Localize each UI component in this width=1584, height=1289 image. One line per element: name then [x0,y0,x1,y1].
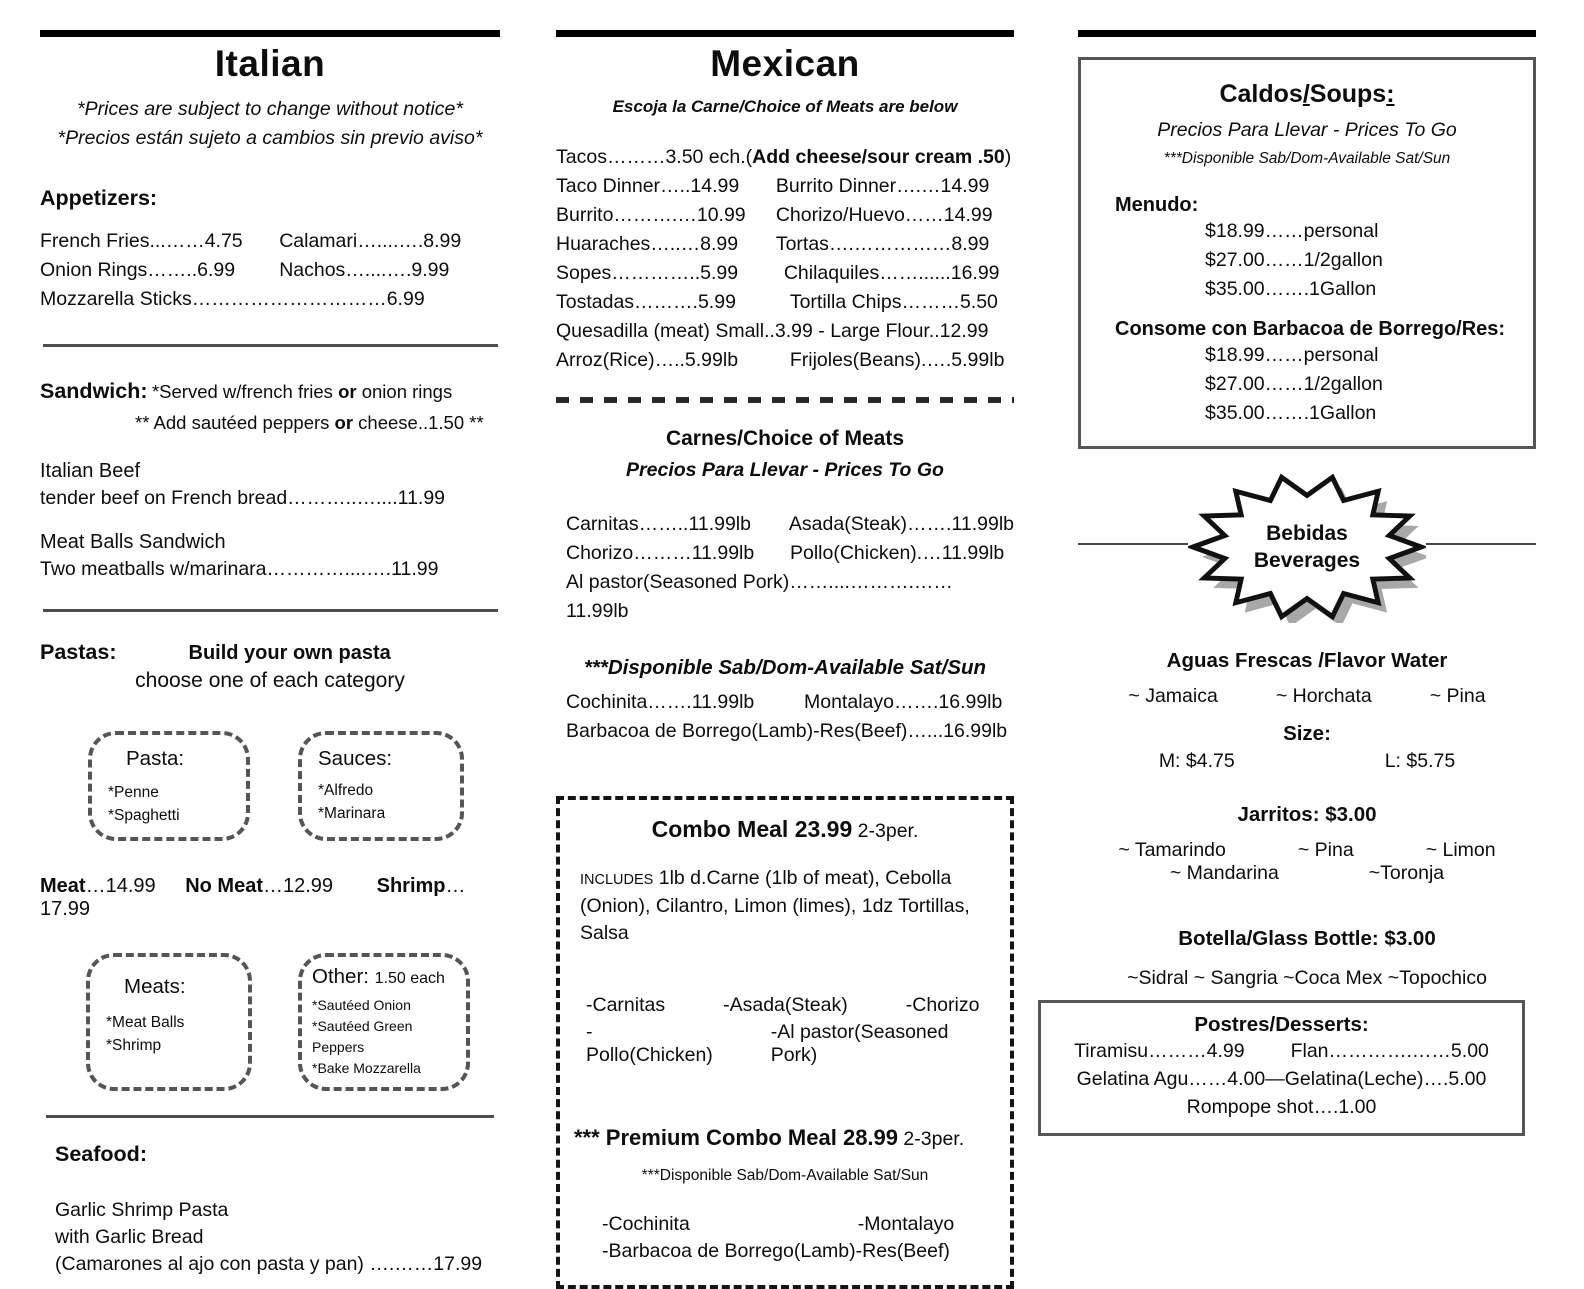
menu-item-row [556,172,1014,201]
menu-item: -Al pastor(Seasoned Pork) [770,1021,949,1067]
pasta-choice-box [88,731,250,842]
box-item: *Penne [108,783,159,801]
mexican-subtitle: Escoja la Carne/Choice of Meats are below [612,97,958,116]
appetizer-row [40,227,500,256]
menu-item: Calamari…....….8.99 [279,229,462,252]
pastas-subtitle2: choose one of each category [135,668,405,692]
menu-item-row [556,539,1014,568]
menu-item: Asada(Steak)…….11.99lb [788,513,1014,535]
combo-title: Combo Meal 23.99 2-3per. [651,816,919,842]
menu-item: Sopes…………..5.99 [556,262,739,284]
menu-item: Nachos…....….9.99 [279,258,450,281]
combo-meats-row [574,1213,996,1236]
box-title: Meats: [124,975,186,998]
menu-item-desc: (Camarones al ajo con pasta y pan) ….……17.99 [55,1253,483,1275]
menu-item: Tostadas……….5.99 [556,291,736,313]
size-large: L: $5.75 [1384,750,1456,772]
section-divider [46,1115,494,1118]
box-title: Sauces: [318,746,393,770]
menudo-heading: Menudo: [1115,194,1199,216]
price-notice-en: *Prices are subject to change without notice* [77,98,463,120]
box-item: *Sautéed Onion [312,997,411,1013]
menu-item: Tortilla Chips………5.50 [789,291,998,313]
menu-item-row [556,288,1014,317]
pastas-heading-line [40,640,500,665]
menu-item: -Pollo(Chicken) [586,1021,713,1067]
menu-item-desc: with Garlic Bread [55,1226,204,1248]
caldos-soups-box [1078,57,1536,449]
box-item: *Spaghetti [108,806,180,824]
menu-item: Arroz(Rice)…..5.99lb [556,349,739,371]
meats-choice-box [86,953,252,1091]
right-section [1074,30,1536,1136]
appetizer-row: Mozzarella Sticks…………………………6.99 [40,287,425,310]
menu-item: Taco Dinner…..14.99 [556,175,740,197]
combo-meats-row [574,1021,996,1067]
menu-item: -Chorizo [905,994,980,1017]
flavor-item: ~ Tamarindo [1118,839,1226,861]
sandwich-note2: ** Add sautéed peppers or cheese..1.50 ** [135,411,484,433]
postres-heading: Postres/Desserts: [1194,1013,1369,1036]
aguas-frescas-heading: Aguas Frescas /Flavor Water [1166,649,1448,672]
italian-section [40,30,500,1278]
price-line: $18.99……personal [1205,344,1379,366]
seafood-heading: Seafood: [55,1142,147,1166]
appetizers-heading: Appetizers: [40,185,158,210]
pastas-subtitle: Build your own pasta [188,641,391,664]
menu-item-name: Meat Balls Sandwich [40,530,226,553]
weekend-availability-note: ***Disponible Sab/Dom-Available Sat/Sun [583,656,987,679]
box-item: *Meat Balls [106,1014,185,1031]
menu-item: Chorizo………11.99lb [566,542,755,564]
menu-item: -Asada(Steak) [723,994,848,1017]
menu-item: Tortas….……………8.99 [775,233,990,255]
premium-availability-note: ***Disponible Sab/Dom-Available Sat/Sun [641,1167,929,1185]
appetizer-row [40,256,500,285]
menu-item: French Fries...……4.75 [40,229,243,252]
dessert-row [1047,1037,1516,1065]
menu-item-row: Barbacoa de Borrego(Lamb)-Res(Beef)…...16.99lb [566,720,1008,742]
size-row [1078,750,1536,773]
sandwich-note-bold: or [338,380,357,402]
menu-item-row [556,688,1014,717]
price-line: $35.00…….1Gallon [1205,278,1377,300]
postres-desserts-box [1038,1000,1525,1136]
mexican-top-bar [556,30,1014,37]
italian-title: Italian [214,43,326,84]
caldos-availability-note: ***Disponible Sab/Dom-Available Sat/Sun [1163,150,1451,167]
size-medium: M: $4.75 [1158,750,1235,772]
menu-item-desc: tender beef on French bread………..…....11.99 [40,486,446,509]
dessert-row: Rompope shot….1.00 [1186,1096,1377,1118]
menu-item-name: Italian Beef [40,459,141,482]
consome-heading: Consome con Barbacoa de Borrego/Res: [1115,318,1506,340]
jarritos-flavors-row [1078,839,1536,862]
menu-item-row [556,230,1014,259]
menu-item: -Montalayo [857,1213,955,1236]
sandwich-note: onion rings [356,380,453,402]
pastas-heading: Pastas: [40,639,117,664]
box-item: *Shrimp [106,1037,162,1055]
sandwich-heading-line [40,379,500,404]
combo-includes: INCLUDES 1lb d.Carne (1lb of meat), Cebolla (Onion), Cilantro, Limon (limes), 1dz Tortillas, Salsa [580,867,970,945]
menu-item: Carnitas……..11.99lb [566,513,751,535]
price-line: $27.00……1/2gallon [1205,373,1383,395]
dessert-row: Gelatina Agu……4.00—Gelatina(Leche)….5.00 [1076,1068,1487,1090]
sandwich-note: *Served w/french fries [151,380,339,402]
menu-item: Burrito Dinner….…14.99 [775,175,990,197]
price-line: $27.00……1/2gallon [1205,249,1383,271]
menu-item: Chorizo/Huevo……14.99 [775,204,993,226]
price-line: $35.00…….1Gallon [1205,402,1377,424]
price-line: $18.99……personal [1205,220,1379,242]
box-item: *Bake Mozzarella [312,1060,421,1076]
box-item: *Alfredo [318,781,374,799]
menu-item-row: Al pastor(Seasoned Pork)……....……….……11.99lb [566,571,953,622]
combo-meats-row [574,994,996,1017]
pasta-price-line: Meat…14.99 No Meat…12.99 Shrimp…17.99 [40,875,466,920]
combo-meats-row [574,1240,996,1263]
menu-item: Chilaquiles……......16.99 [783,262,1000,284]
menu-item: Frijoles(Beans).….5.99lb [789,349,1005,371]
price-notice-es: *Precios están sujeto a cambios sin previo aviso* [57,127,483,150]
carnes-heading: Carnes/Choice of Meats [665,427,905,450]
flavor-item: ~ Pina [1297,839,1354,861]
menu-item: -Barbacoa de Borrego(Lamb)-Res(Beef) [602,1240,950,1263]
other-choice-box [298,953,470,1091]
menu-item: Burrito……….…10.99 [556,204,746,226]
menu-item-name: Garlic Shrimp Pasta [55,1199,229,1221]
menu-item-row [556,510,1014,539]
box-title: Other: 1.50 each [312,965,445,988]
menu-item: Montalayo…….16.99lb [804,691,1003,713]
menu-item-desc: Two meatballs w/marinara…………....….11.99 [40,557,439,580]
menu-item: -Cochinita [602,1213,690,1236]
dashed-divider [556,397,1014,403]
menu-item: Tiramisu………4.99 [1074,1040,1245,1062]
menu-item-row [556,259,1014,288]
box-item: *Marinara [318,804,386,822]
menu-item-row [556,201,1014,230]
botella-flavors-row: ~Sidral ~ Sangria ~Coca Mex ~Topochico [1127,967,1487,989]
menu-item: Pollo(Chicken).…11.99lb [790,542,1005,564]
mexican-title: Mexican [710,43,860,84]
sauces-choice-box [298,731,464,842]
caldos-subtitle: Precios Para Llevar - Prices To Go [1157,119,1457,141]
flavor-item: ~ Jamaica [1128,685,1218,707]
bebidas-badge-text: Bebidas Beverages [1253,521,1361,572]
menu-item: -Carnitas [586,994,666,1017]
menu-item: Onion Rings……..6.99 [40,258,236,281]
menu-item: Huaraches…..…8.99 [556,233,739,255]
flavor-item: ~ Mandarina [1169,862,1279,884]
italian-top-bar [40,30,500,37]
box-title: Pasta: [126,746,185,770]
flavor-item: ~ Limon [1425,839,1496,861]
section-divider [43,344,498,347]
section-divider [43,609,498,612]
jarritos-heading: Jarritos: $3.00 [1237,803,1377,826]
flavor-item: ~ Horchata [1275,685,1372,707]
carnes-subheading: Precios Para Llevar - Prices To Go [626,459,944,481]
flavor-item: ~Toronja [1368,862,1445,884]
menu-item: Cochinita…….11.99lb [566,691,755,713]
menu-item-row: Quesadilla (meat) Small..3.99 - Large Flour..12.99 [556,320,989,342]
sandwich-heading: Sandwich: [40,378,148,403]
menu-item-row: Tacos………3.50 ech.(Add cheese/sour cream .50) [556,146,1012,168]
jarritos-flavors-row [1078,862,1536,885]
premium-combo-title: *** Premium Combo Meal 28.99 2-3per. [574,1125,965,1151]
caldos-title: Caldos/Soups: [1219,80,1395,108]
size-heading: Size: [1283,722,1331,745]
menu-item-row [556,346,1014,375]
right-top-bar [1078,30,1536,37]
mexican-section [556,30,1014,1289]
flavor-item: ~ Pina [1429,685,1486,707]
box-item: *Sautéed Green Peppers [312,1018,413,1055]
menu-item: Flan………….……5.00 [1290,1040,1489,1062]
aguas-flavors-row [1078,685,1536,708]
combo-meal-box [556,796,1014,1289]
botella-heading: Botella/Glass Bottle: $3.00 [1178,927,1436,950]
bebidas-badge [1078,471,1536,623]
